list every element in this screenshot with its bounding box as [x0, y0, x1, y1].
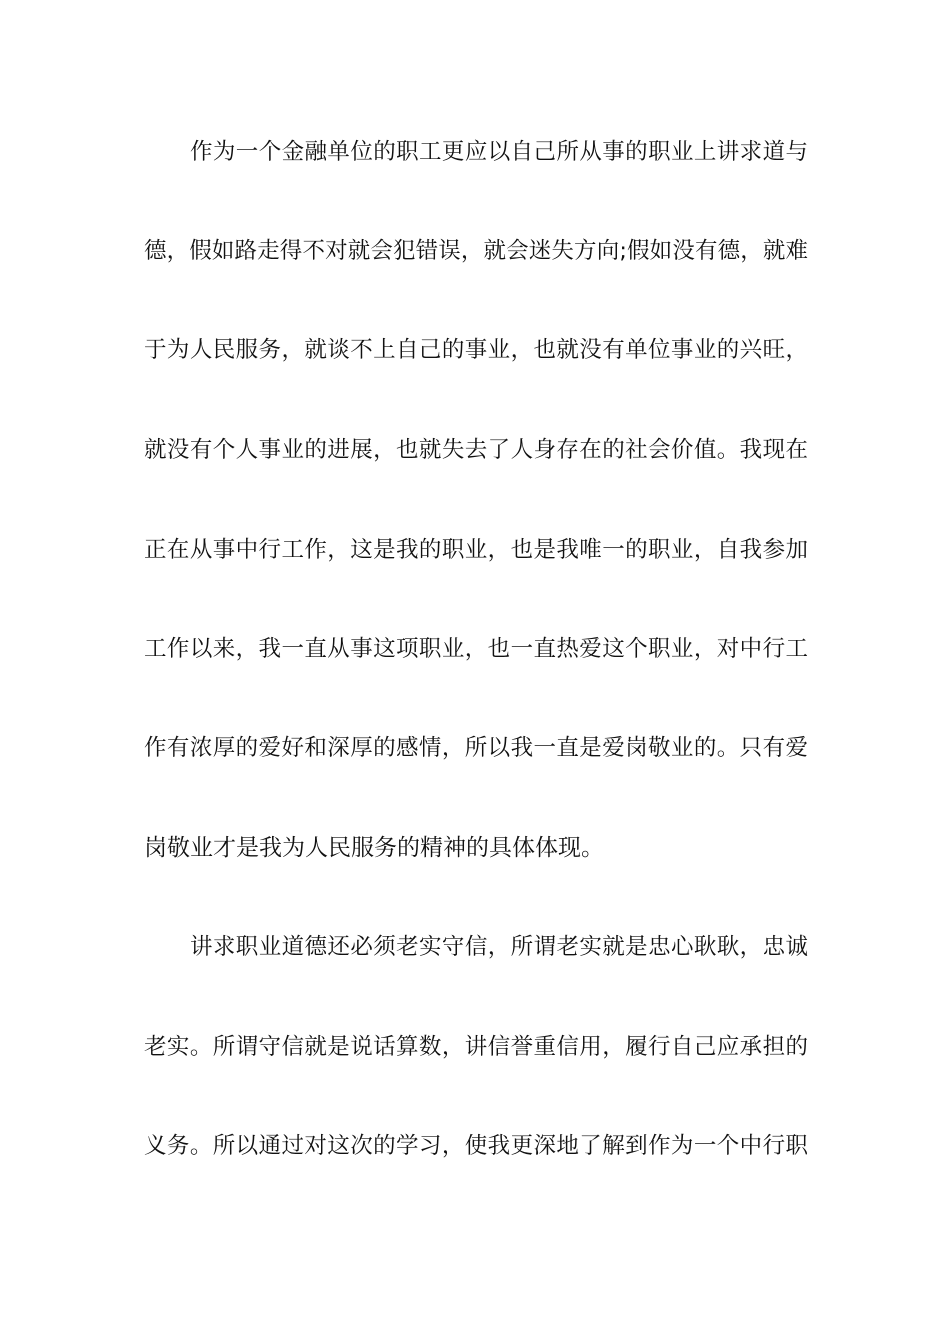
text-line: 就没有个人事业的进展，也就失去了人身存在的社会价值。我现在 — [144, 437, 808, 463]
text-line: 正在从事中行工作，这是我的职业，也是我唯一的职业，自我参加 — [144, 537, 808, 563]
text-line: 于为人民服务，就谈不上自己的事业，也就没有单位事业的兴旺， — [144, 337, 808, 363]
text-line: 作为一个金融单位的职工更应以自己所从事的职业上讲求道与 — [190, 139, 808, 165]
text-line: 义务。所以通过对这次的学习，使我更深地了解到作为一个中行职 — [144, 1133, 808, 1159]
text-line: 德，假如路走得不对就会犯错误，就会迷失方向;假如没有德，就难 — [144, 238, 808, 264]
text-line: 工作以来，我一直从事这项职业，也一直热爱这个职业，对中行工 — [144, 636, 808, 662]
text-line: 作有浓厚的爱好和深厚的感情，所以我一直是爱岗敬业的。只有爱 — [144, 735, 808, 761]
text-line: 讲求职业道德还必须老实守信，所谓老实就是忠心耿耿，忠诚 — [190, 934, 808, 960]
text-line: 老实。所谓守信就是说话算数，讲信誉重信用，履行自己应承担的 — [144, 1034, 808, 1060]
text-line: 岗敬业才是我为人民服务的精神的具体体现。 — [144, 835, 604, 861]
